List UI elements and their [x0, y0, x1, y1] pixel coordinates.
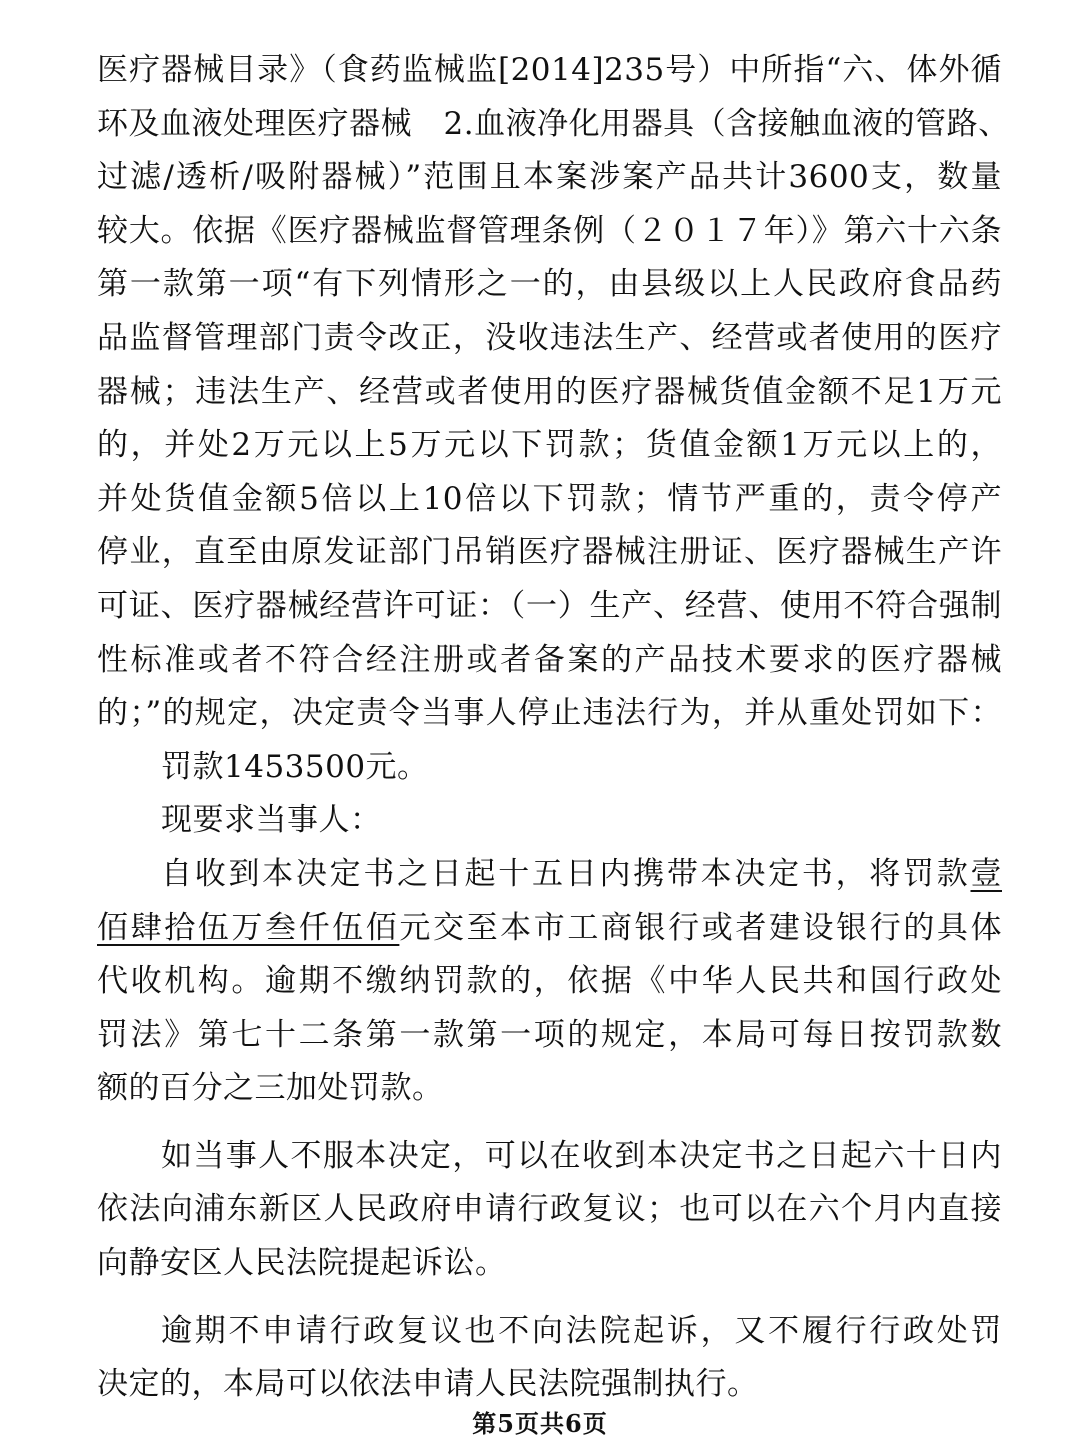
- text-line: 额的百分之三加处罚款。: [97, 1070, 444, 1107]
- text-line: 的；”的规定，决定责令当事人停止违法行为，并从重处罚如下：: [97, 695, 1002, 732]
- text-line: 性标准或者不符合经注册或者备案的产品技术要求的医疗器械: [97, 641, 1002, 678]
- document-body: [97, 44, 1010, 1412]
- text-line: 向静安区人民法院提起诉讼。: [97, 1245, 507, 1282]
- text-line: 代收机构。逾期不缴纳罚款的，依据《中华人民共和国行政处: [97, 963, 1002, 1000]
- text-line: 医疗器械目录》（食药监械监[2014]235号）中所指“六、体外循: [97, 52, 1002, 88]
- text-line: 器械；违法生产、经营或者使用的医疗器械货值金额不足1万元: [97, 373, 1002, 410]
- text-line: 较大。依据《医疗器械监督管理条例（２０１７年）》第六十六条: [97, 212, 1002, 249]
- text-line: 并处货值金额5倍以上10倍以下罚款；情节严重的，责令停产: [97, 480, 1002, 517]
- text-line: 罚法》第七十二条第一款第一项的规定，本局可每日按罚款数: [97, 1016, 1002, 1053]
- text-line: 逾期不申请行政复议也不向法院起诉，又不履行行政处罚: [161, 1312, 1002, 1349]
- text-line: 品监督管理部门责令改正，没收违法生产、经营或者使用的医疗: [97, 319, 1002, 356]
- amount-in-words-start: 壹: [970, 855, 1002, 892]
- text-line: 环及血液处理医疗器械 2.血液净化用器具（含接触血液的管路、: [97, 105, 1010, 142]
- payment-line: [97, 848, 1002, 902]
- text-line: 过滤/透析/吸附器械）”范围且本案涉案产品共计3600支，数量: [97, 159, 1002, 196]
- paragraph-gap: [97, 1291, 1002, 1305]
- text-line: 的，并处2万元以上5万元以下罚款；货值金额1万元以上的，: [97, 427, 1002, 464]
- text-line: 决定的，本局可以依法申请人民法院强制执行。: [97, 1366, 759, 1403]
- payment-line: [97, 902, 1002, 956]
- fine-amount: 罚款1453500元。: [161, 748, 429, 785]
- text-line: 如当事人不服本决定，可以在收到本决定书之日起六十日内: [161, 1137, 1002, 1174]
- text-line: 第一款第一项“有下列情形之一的，由县级以上人民政府食品药: [97, 266, 1002, 303]
- page-number: 第5页共6页: [472, 1409, 608, 1438]
- payment-text: 自收到本决定书之日起十五日内携带本决定书，将罚款: [161, 855, 971, 892]
- payment-text: 元交至本市工商银行或者建设银行的具体: [399, 909, 1003, 946]
- text-line: 依法向浦东新区人民政府申请行政复议；也可以在六个月内直接: [97, 1191, 1002, 1228]
- amount-in-words-rest: 佰肆拾伍万叁仟伍佰: [97, 909, 400, 946]
- requirement-heading: 现要求当事人：: [161, 802, 382, 839]
- text-line: 可证、医疗器械经营许可证：（一）生产、经营、使用不符合强制: [97, 587, 1002, 624]
- text-line: 停业，直至由原发证部门吊销医疗器械注册证、医疗器械生产许: [97, 534, 1002, 571]
- paragraph-gap: [97, 1116, 1002, 1130]
